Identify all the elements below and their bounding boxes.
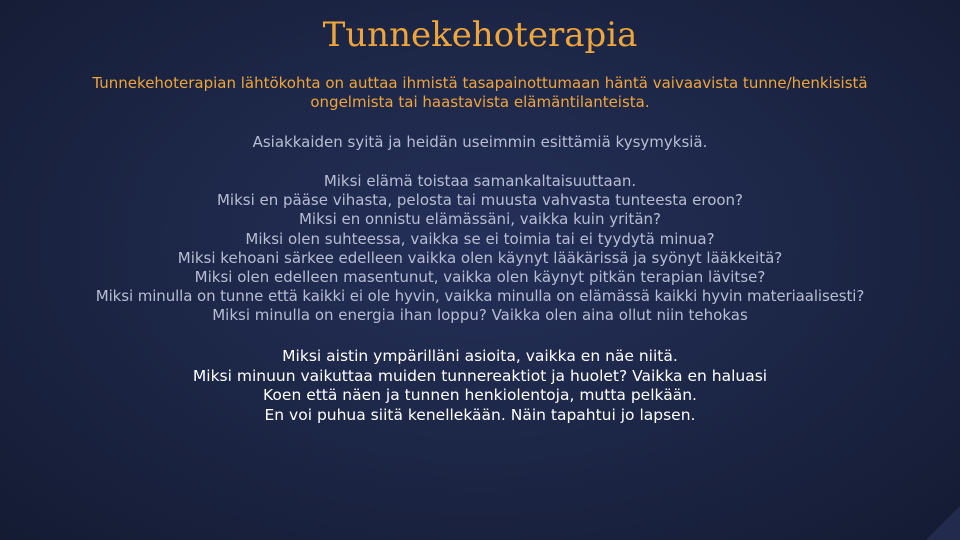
question-item: Miksi elämä toistaa samankaltaisuuttaan. [323,172,637,190]
question-item: Miksi minulla on tunne että kaikki ei ole hyvin, vaikka minulla on elämässä kaikki hyvin materiaalisesti? [95,287,865,306]
question-item: Miksi olen edelleen masentunut, vaikka olen käynyt pitkän terapian lävitse? [194,268,766,287]
closing-line: En voi puhua siitä kenellekään. Näin tapahtui jo lapsen. [264,405,696,424]
question-item: Miksi minulla on energia ihan loppu? Vaikka olen aina ollut niin tehokas [212,306,748,325]
question-item: Miksi en onnistu elämässäni, vaikka kuin yritän? [298,210,662,229]
closing-line: Miksi aistin ympärilläni asioita, vaikka en näe niitä. [282,347,678,365]
questions-lead: Asiakkaiden syitä ja heidän useimmin esittämiä kysymyksiä. [252,133,708,151]
intro-line: ongelmista tai haastavista elämäntilanteista. [310,93,650,111]
question-item: Miksi olen suhteessa, vaikka se ei toimia tai ei tyydytä minua? [245,229,715,248]
slide-title: Tunnekehoterapia [322,15,638,55]
intro-paragraph [40,74,920,112]
closing-line: Koen että näen ja tunnen henkiolentoja, mutta pelkään. [263,386,697,404]
question-item: Miksi en pääse vihasta, pelosta tai muusta vahvasta tunteesta eroon? [216,191,744,210]
question-item: Miksi kehoani särkee edelleen vaikka olen käynyt lääkärissä ja syönyt lääkkeitä? [177,248,783,267]
slide-corner-decoration [926,506,960,540]
questions-list [40,172,920,326]
intro-line: Tunnekehoterapian lähtökohta on auttaa ihmistä tasapainottumaan häntä vaivaavista tunne/henkisistä [92,74,868,92]
closing-paragraph [40,347,920,425]
closing-line: Miksi minuun vaikuttaa muiden tunnereaktiot ja huolet? Vaikka en haluasi [192,366,768,385]
